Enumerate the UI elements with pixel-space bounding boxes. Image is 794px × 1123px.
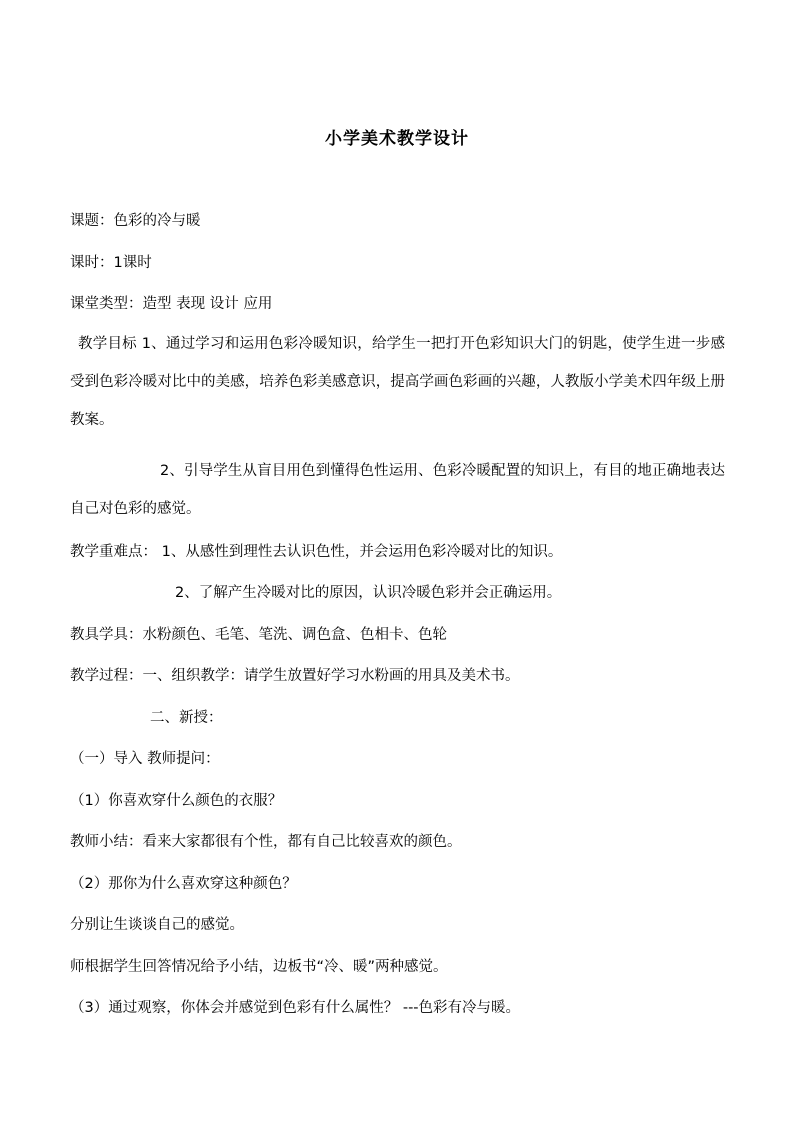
board-writing-line: 师根据学生回答情况给予小结，边板书“冷、暖”两种感觉。 [70,959,448,975]
new-lesson-line: 二、新授： [150,710,223,726]
goal-paragraph-1: 教学目标 1、通过学习和运用色彩冷暖知识，给学生一把打开色彩知识大门的钥匙，使学生进一步感受到色彩冷暖对比中的美感，培养色彩美感意识，提高学画色彩画的兴趣，人教版小学美术四年级上册教案。 [70,336,725,428]
key-points-line-2: 2、了解产生冷暖对比的原因，认识冷暖色彩并会正确运用。 [175,585,562,601]
document-title: 小学美术教学设计 [325,129,469,149]
tools-line: 教具学具：水粉颜色、毛笔、笔洗、调色盒、色相卡、色轮 [70,627,447,643]
goal-paragraph-2: 2、引导学生从盲目用色到懂得色性运用、色彩冷暖配置的知识上，有目的地正确地表达自己对色彩的感觉。 [70,463,725,517]
key-points-line-1: 教学重难点： 1、从感性到理性去认识色性，并会运用色彩冷暖对比的知识。 [70,544,563,560]
process-line: 教学过程：一、组织教学：请学生放置好学习水粉画的用具及美术书。 [70,668,520,684]
topic-line: 课题：色彩的冷与暖 [70,213,201,229]
question-1-line: （1）你喜欢穿什么颜色的衣服？ [70,793,283,809]
question-3-line: （3）通过观察，你体会并感觉到色彩有什么属性？ ---色彩有冷与暖。 [70,1000,521,1016]
question-2-line: （2）那你为什么喜欢穿这种颜色？ [70,876,297,892]
period-line: 课时：1课时 [70,255,152,271]
student-talk-line: 分别让生谈谈自己的感觉。 [70,917,244,933]
class-type-line: 课堂类型：造型 表现 设计 应用 [70,296,273,312]
teacher-summary-line: 教师小结：看来大家都很有个性，都有自己比较喜欢的颜色。 [70,834,462,850]
intro-line: （一）导入 教师提问： [70,751,220,767]
